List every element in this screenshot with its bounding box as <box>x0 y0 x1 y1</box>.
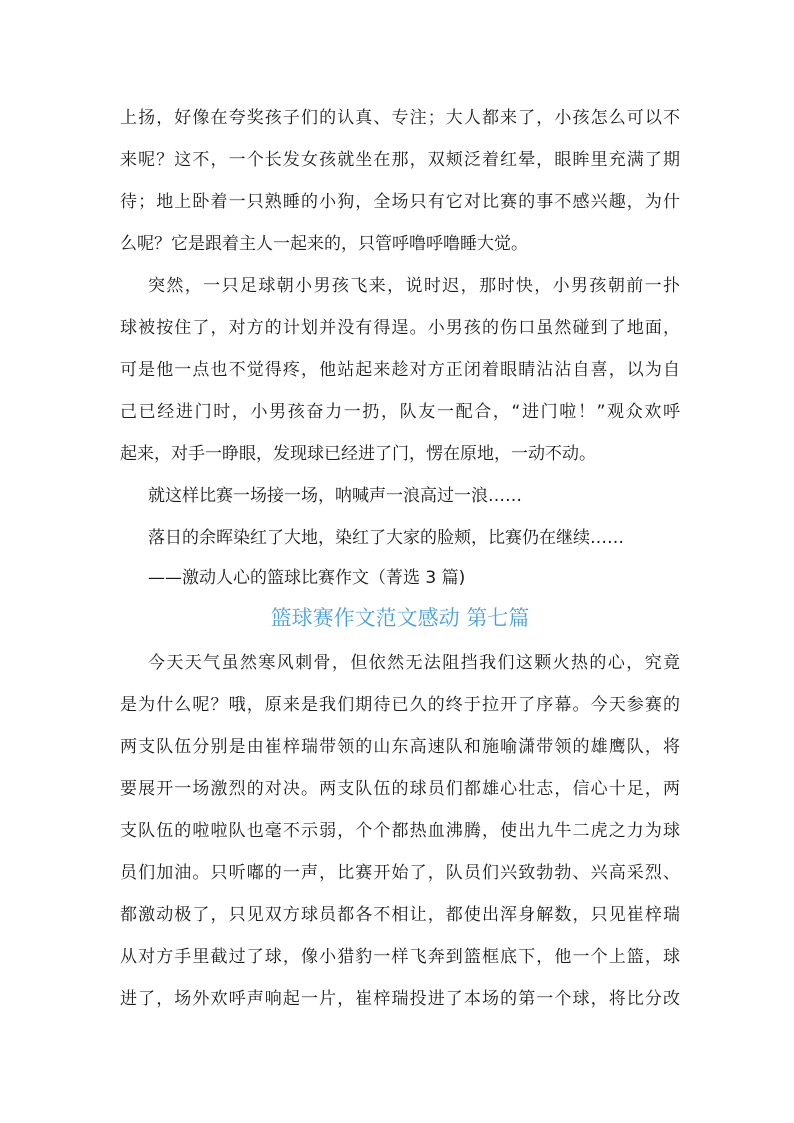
paragraph-line: 己已经进门时，小男孩奋力一扔，队友一配合，“进门啦！”观众欢呼 <box>120 402 680 422</box>
paragraph-line: 上扬，好像在夸奖孩子们的认真、专注；大人都来了，小孩怎么可以不 <box>120 108 680 128</box>
paragraph-line: 要展开一场激烈的对决。两支队伍的球员们都雄心壮志，信心十足，两 <box>120 779 680 799</box>
paragraph-line: 么呢？它是跟着主人一起来的，只管呼噜呼噜睡大觉。 <box>120 234 528 254</box>
paragraph-line: 从对方手里截过了球，像小猎豹一样飞奔到篮框底下，他一个上篮，球 <box>120 947 680 967</box>
paragraph-line: 待；地上卧着一只熟睡的小狗，全场只有它对比赛的事不感兴趣，为什 <box>120 192 680 212</box>
paragraph-line: 突然，一只足球朝小男孩飞来，说时迟，那时快，小男孩朝前一扑 <box>148 276 680 296</box>
section-heading: 篮球赛作文范文感动 第七篇 <box>270 606 530 630</box>
paragraph-line: 两支队伍分别是由崔梓瑞带领的山东高速队和施喻潇带领的雄鹰队，将 <box>120 737 680 757</box>
paragraph-line: 都激动极了，只见双方球员都各不相让，都使出浑身解数，只见崔梓瑞 <box>120 905 680 925</box>
paragraph-line: 就这样比赛一场接一场，呐喊声一浪高过一浪…… <box>148 486 522 506</box>
paragraph-line: 支队伍的啦啦队也毫不示弱，个个都热血沸腾，使出九牛二虎之力为球 <box>120 821 680 841</box>
paragraph-line: 进了，场外欢呼声响起一片，崔梓瑞投进了本场的第一个球，将比分改 <box>120 989 680 1009</box>
paragraph-line: 是为什么呢？哦，原来是我们期待已久的终于拉开了序幕。今天参赛的 <box>120 695 680 715</box>
paragraph-line: 起来，对手一睁眼，发现球已经进了门，愣在原地，一动不动。 <box>120 444 596 464</box>
paragraph-line: 落日的余晖染红了大地，染红了大家的脸颊，比赛仍在继续…… <box>148 528 624 548</box>
paragraph-line: 球被按住了，对方的计划并没有得逞。小男孩的伤口虽然碰到了地面， <box>120 318 680 338</box>
paragraph-line: 员们加油。只听嘟的一声，比赛开始了，队员们兴致勃勃、兴高采烈、 <box>120 863 680 883</box>
paragraph-line: 可是他一点也不觉得疼，他站起来趁对方正闭着眼睛沾沾自喜，以为自 <box>120 360 680 380</box>
paragraph-line: 来呢？这不，一个长发女孩就坐在那，双颊泛着红晕，眼眸里充满了期 <box>120 150 680 170</box>
attribution-line: ——激动人心的篮球比赛作文（菁选 3 篇) <box>148 568 466 588</box>
paragraph-line: 今天天气虽然寒风刺骨，但依然无法阻挡我们这颗火热的心，究竟 <box>148 653 680 673</box>
